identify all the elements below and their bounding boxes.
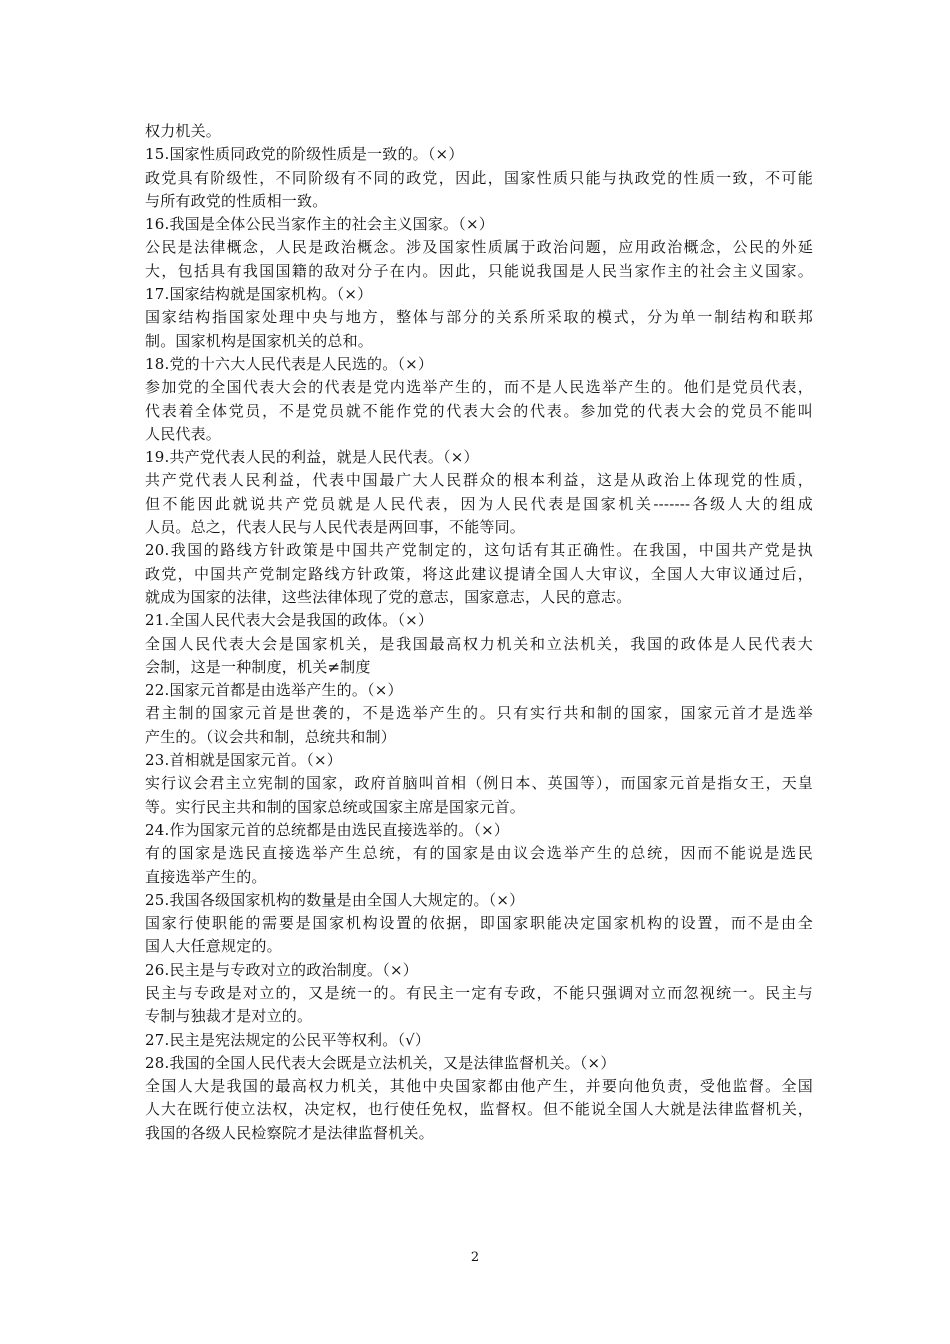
text-line: 有的国家是选民直接选举产生总统，有的国家是由议会选举产生的总统，因而不能说是选民 <box>145 844 813 863</box>
text-line: 就成为国家的法律，这些法律体现了党的意志，国家意志，人民的意志。 <box>145 587 632 606</box>
text-line: 17.国家结构就是国家机构。（×） <box>145 285 373 304</box>
page-number: 2 <box>470 1250 480 1265</box>
text-line: 与所有政党的性质相一致。 <box>145 191 328 210</box>
text-line: 我国的各级人民检察院才是法律监督机关。 <box>145 1123 434 1142</box>
text-line: 但不能因此就说共产党员就是人民代表，因为人民代表是国家机关-------各级人大的组成 <box>145 494 813 513</box>
text-line: 国家行使职能的需要是国家机构设置的依据，即国家职能决定国家机构的设置，而不是由全 <box>145 914 813 933</box>
text-line: 27.民主是宪法规定的公民平等权利。（√） <box>145 1030 431 1049</box>
text-line: 参加党的全国代表大会的代表是党内选举产生的，而不是人民选举产生的。他们是党员代表， <box>145 378 813 397</box>
text-line: 权力机关。 <box>145 122 222 140</box>
text-line: 15.国家性质同政党的阶级性质是一致的。（×） <box>145 145 464 164</box>
text-line: 全国人民代表大会是国家机关，是我国最高权力机关和立法机关，我国的政体是人民代表大 <box>145 634 813 653</box>
text-line: 民主与专政是对立的，又是统一的。有民主一定有专政，不能只强调对立而忽视统一。民主与 <box>145 983 813 1002</box>
text-line: 公民是法律概念，人民是政治概念。涉及国家性质属于政治问题，应用政治概念，公民的外延 <box>145 238 813 257</box>
text-line: 制。国家机构是国家机关的总和。 <box>145 331 374 350</box>
text-line: 实行议会君主立宪制的国家，政府首脑叫首相（例日本、英国等），而国家元首是指女王，天皇 <box>145 774 813 793</box>
text-line: 大，包括具有我国国籍的敌对分子在内。因此，只能说我国是人民当家作主的社会主义国家。 <box>145 261 813 280</box>
text-line: 君主制的国家元首是世袭的，不是选举产生的。只有实行共和制的国家，国家元首才是选举 <box>145 704 813 723</box>
text-line: 人员。总之，代表人民与人民代表是两回事，不能等同。 <box>145 518 526 537</box>
text-line: 政党具有阶级性，不同阶级有不同的政党，因此，国家性质只能与执政党的性质一致，不可能 <box>145 168 813 187</box>
text-line: 26.民主是与专政对立的政治制度。（×） <box>145 960 418 979</box>
text-line: 直接选举产生的。 <box>145 867 267 886</box>
text-line: 28.我国的全国人民代表大会既是立法机关，又是法律监督机关。（×） <box>145 1053 616 1072</box>
text-line: 共产党代表人民利益，代表中国最广大人民群众的根本利益，这是从政治上体现党的性质， <box>145 471 813 490</box>
text-line: 人民代表。 <box>145 424 222 443</box>
text-line: 24.作为国家元首的总统都是由选民直接选举的。（×） <box>145 820 510 839</box>
text-line: 25.我国各级国家机构的数量是由全国人大规定的。（×） <box>145 890 525 909</box>
text-line: 22.国家元首都是由选举产生的。（×） <box>145 681 403 700</box>
text-line: 全国人大是我国的最高权力机关，其他中央国家都由他产生，并要向他负责，受他监督。全国 <box>145 1077 813 1096</box>
text-line: 19.共产党代表人民的利益，就是人民代表。（×） <box>145 448 479 467</box>
text-line: 会制，这是一种制度，机关≠制度 <box>145 657 371 676</box>
text-line: 人大在既行使立法权，决定权，也行使任免权，监督权。但不能说全国人大就是法律监督机关， <box>145 1100 813 1119</box>
document-body <box>145 120 813 1145</box>
text-line: 等。实行民主共和制的国家总统或国家主席是国家元首。 <box>145 797 526 816</box>
text-line: 专制与独裁才是对立的。 <box>145 1007 313 1026</box>
text-line: 代表着全体党员，不是党员就不能作党的代表大会的代表。参加党的代表大会的党员不能叫 <box>145 401 813 420</box>
text-line: 政党，中国共产党制定路线方针政策，将这此建议提请全国人大审议，全国人大审议通过后， <box>145 564 813 583</box>
text-line: 23.首相就是国家元首。（×） <box>145 751 342 770</box>
text-line: 20.我国的路线方针政策是中国共产党制定的，这句话有其正确性。在我国，中国共产党是执 <box>145 541 813 560</box>
text-line: 21.全国人民代表大会是我国的政体。（×） <box>145 611 434 630</box>
text-line: 国人大任意规定的。 <box>145 937 282 956</box>
text-line: 18.党的十六大人民代表是人民选的。（×） <box>145 354 434 373</box>
text-line: 产生的。（议会共和制，总统共和制） <box>145 727 396 746</box>
text-line: 16.我国是全体公民当家作主的社会主义国家。（×） <box>145 215 494 234</box>
text-line: 国家结构指国家处理中央与地方，整体与部分的关系所采取的模式，分为单一制结构和联邦 <box>145 308 813 327</box>
